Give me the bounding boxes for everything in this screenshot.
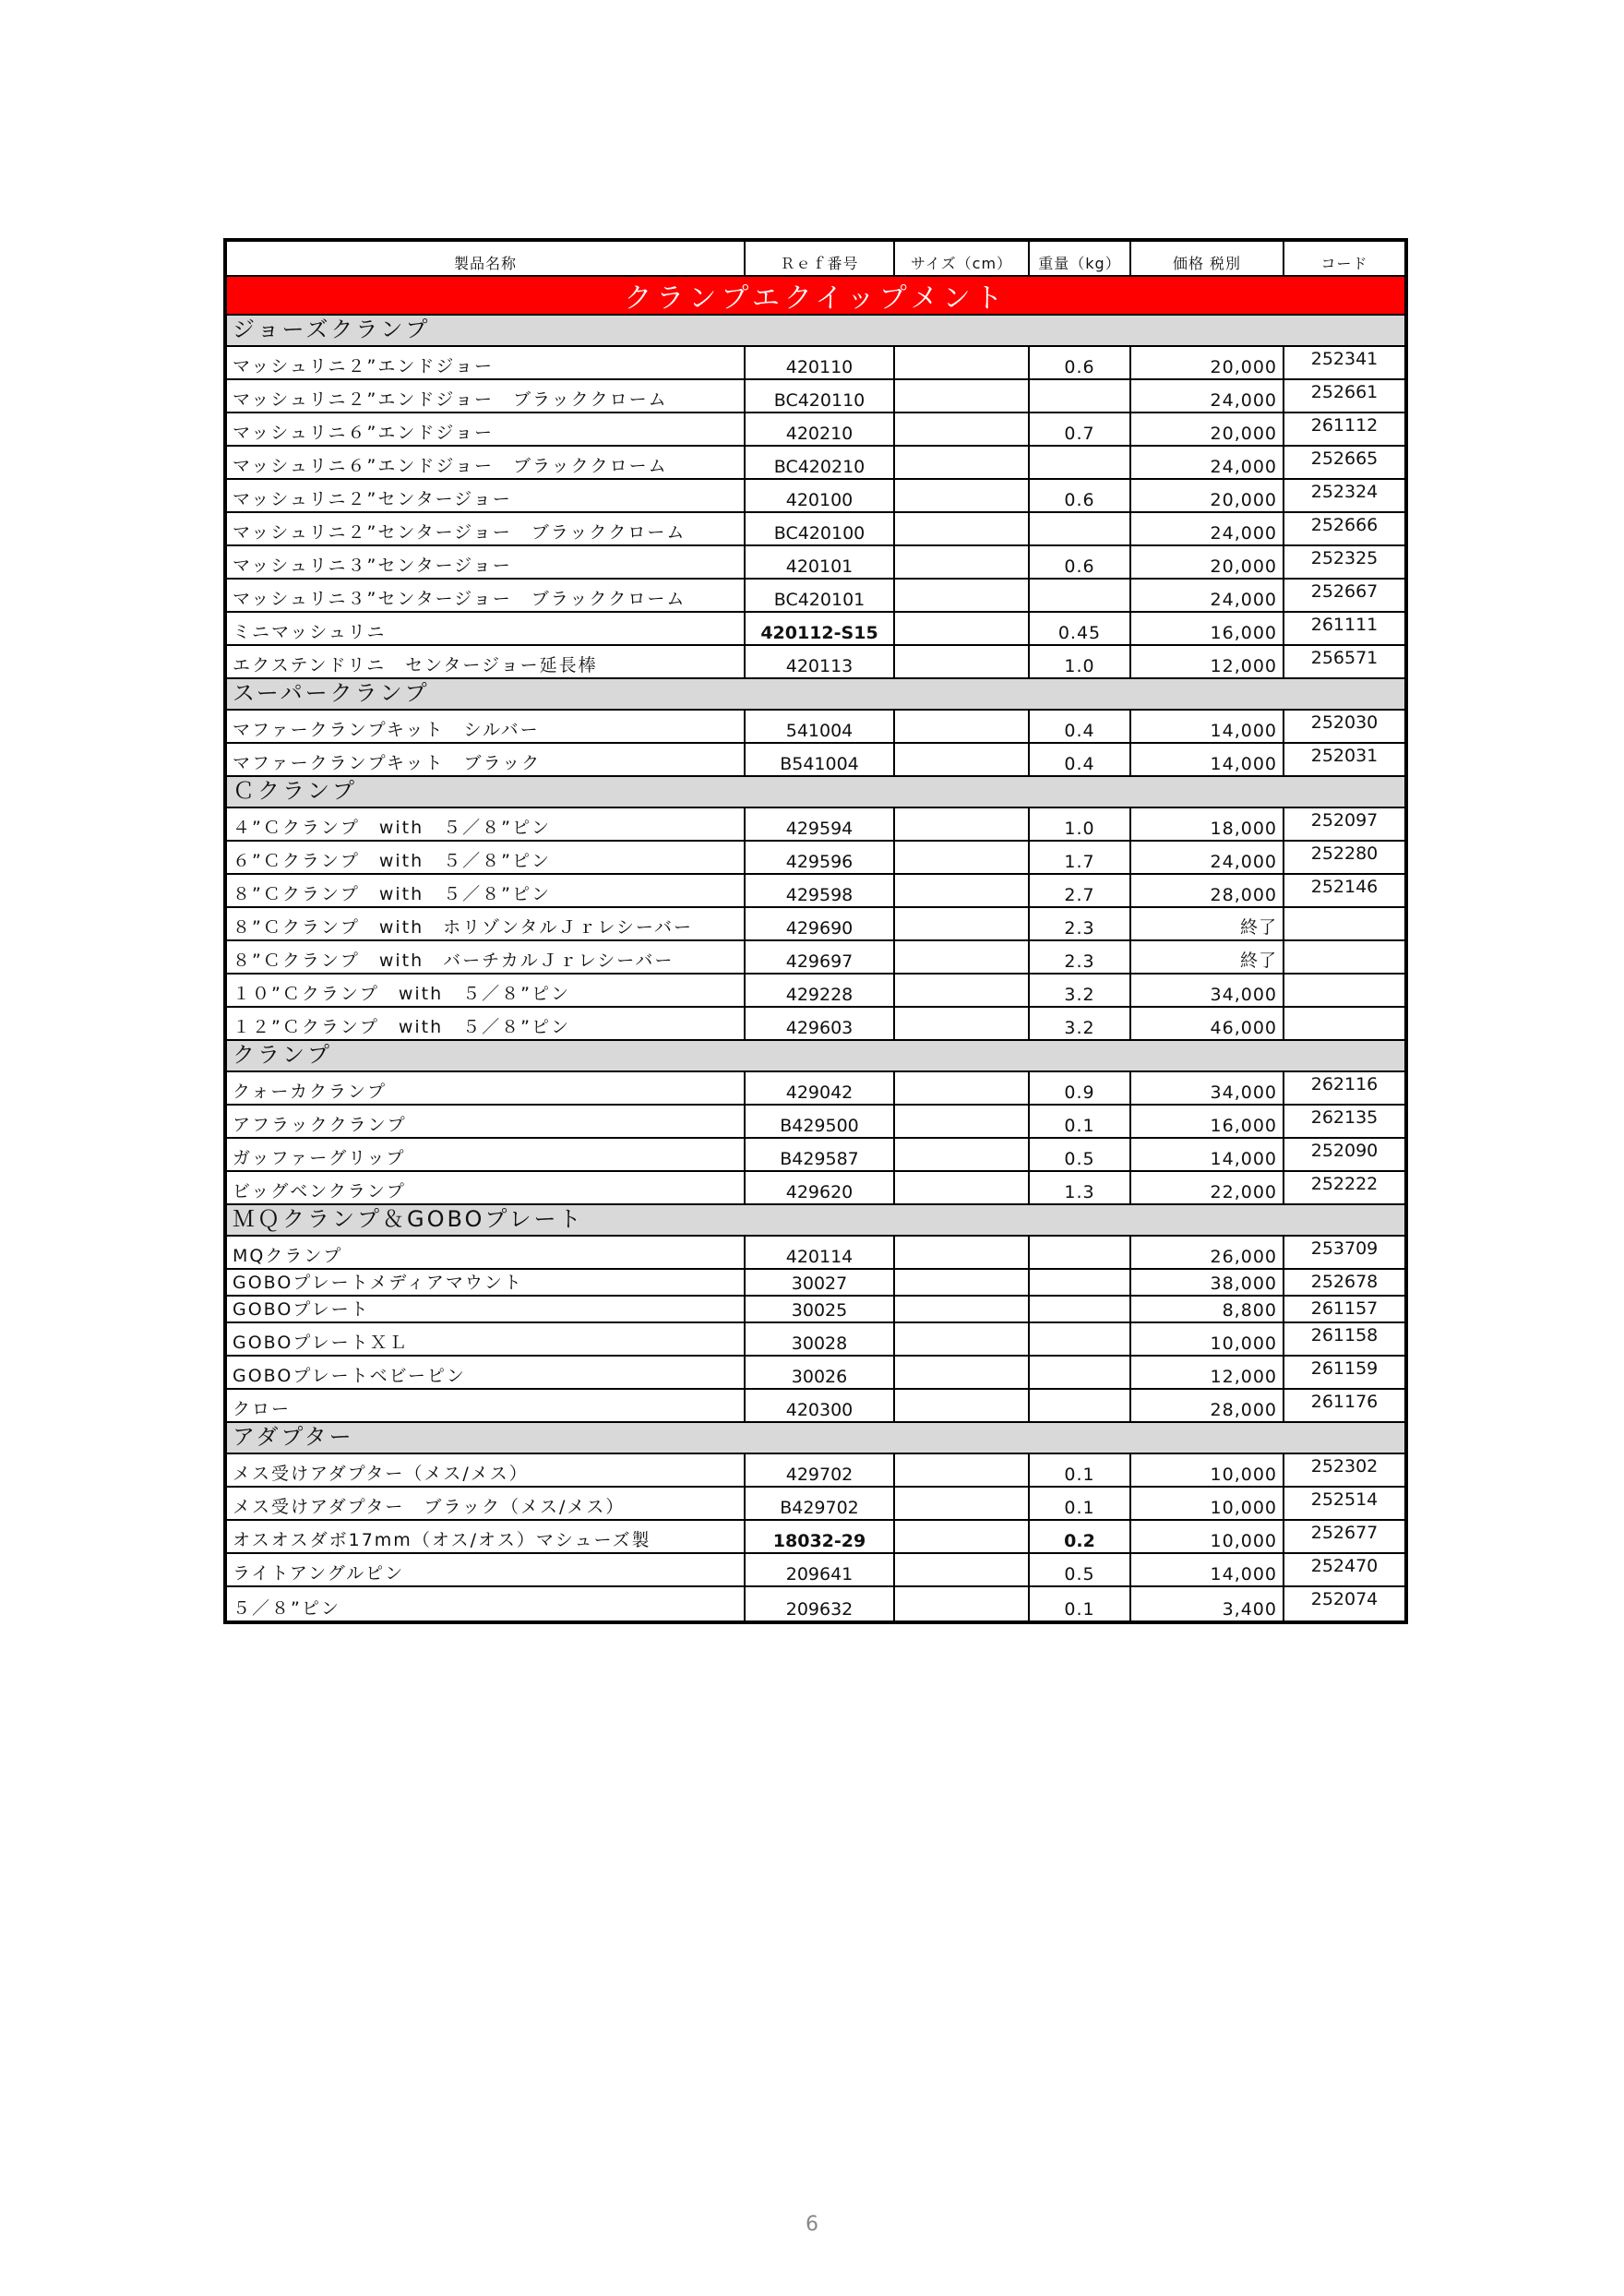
item-size [895,1554,1030,1585]
item-weight [1030,1237,1131,1268]
table-header-row [227,242,1404,277]
item-size [895,1008,1030,1039]
table-title: クランプエクイップメント [227,277,1404,316]
table-row [227,1106,1404,1139]
item-size [895,1521,1030,1552]
item-ref: 209641 [746,1554,895,1585]
item-code: 252666 [1310,515,1379,535]
table-row [227,1521,1404,1554]
item-size [895,1297,1030,1321]
table-row [227,513,1404,546]
table-row [227,875,1404,908]
item-weight: 2.3 [1030,941,1131,973]
item-size [895,413,1030,445]
item-code: 252665 [1310,448,1379,469]
item-code: 261159 [1310,1358,1379,1379]
item-name: ６”Ｃクランプ with ５／８”ピン [227,842,746,873]
item-code [1284,975,1404,1006]
item-weight [1030,1270,1131,1295]
item-price: 10,000 [1131,1454,1284,1486]
item-weight [1030,380,1131,412]
item-price: 20,000 [1131,546,1284,578]
item-price: 46,000 [1131,1008,1284,1039]
item-code [1284,1008,1404,1039]
table-row [227,1297,1404,1323]
item-ref: BC420100 [746,513,895,544]
item-size [895,1139,1030,1170]
item-ref: 541004 [746,711,895,742]
item-name: ビッグベンクランプ [227,1172,746,1203]
item-name: ８”Ｃクランプ with バーチカルＪｒレシーバー [227,941,746,973]
item-ref: 429596 [746,842,895,873]
item-weight [1030,513,1131,544]
table-row [227,1008,1404,1041]
item-weight: 0.9 [1030,1072,1131,1104]
item-size [895,546,1030,578]
item-name: マッシュリニ２”センタージョー ブラッククローム [227,513,746,544]
item-price: 10,000 [1131,1323,1284,1355]
item-weight [1030,580,1131,611]
item-name: マファークランプキット ブラック [227,744,746,775]
item-price: 14,000 [1131,1139,1284,1170]
item-ref: B429587 [746,1139,895,1170]
item-ref: 420100 [746,480,895,511]
item-size [895,875,1030,906]
item-ref: 420114 [746,1237,895,1268]
item-weight: 0.5 [1030,1554,1131,1585]
item-ref: B541004 [746,744,895,775]
item-code: 253709 [1310,1238,1379,1259]
item-name: １２”Ｃクランプ with ５／８”ピン [227,1008,746,1039]
item-size [895,808,1030,840]
item-price: 16,000 [1131,613,1284,644]
section-header: スーパークランプ [227,679,1404,711]
item-ref: 30028 [746,1323,895,1355]
item-price: 12,000 [1131,1357,1284,1388]
item-size [895,513,1030,544]
item-price: 終了 [1131,908,1284,939]
table-row [227,413,1404,447]
header-price: 価格 税別 [1131,242,1284,275]
item-name: マッシュリニ３”センタージョー ブラッククローム [227,580,746,611]
table-row [227,1357,1404,1390]
item-weight [1030,1357,1131,1388]
item-size [895,1454,1030,1486]
item-size [895,1172,1030,1203]
item-size [895,1488,1030,1519]
item-size [895,975,1030,1006]
item-price: 34,000 [1131,1072,1284,1104]
item-name: ガッファーグリップ [227,1139,746,1170]
page-number: 6 [806,2213,818,2236]
section-header: ＭＱクランプ＆GOBOプレート [227,1205,1404,1237]
table-row [227,1454,1404,1488]
item-name: マファークランプキット シルバー [227,711,746,742]
item-size [895,580,1030,611]
item-weight [1030,447,1131,478]
item-size [895,1072,1030,1104]
item-name: ４”Ｃクランプ with ５／８”ピン [227,808,746,840]
item-size [895,1270,1030,1295]
item-ref: 429620 [746,1172,895,1203]
item-name: メス受けアダプター ブラック（メス/メス） [227,1488,746,1519]
item-name: マッシュリニ６”エンドジョー ブラッククローム [227,447,746,478]
item-ref: 420300 [746,1390,895,1421]
item-weight: 1.0 [1030,646,1131,677]
item-weight: 0.6 [1030,480,1131,511]
item-price: 16,000 [1131,1106,1284,1137]
item-code: 261157 [1310,1298,1379,1319]
item-name: MQクランプ [227,1237,746,1268]
item-size [895,347,1030,378]
section-header: Ｃクランプ [227,777,1404,808]
item-price: 14,000 [1131,744,1284,775]
table-row [227,1587,1404,1620]
item-weight: 0.1 [1030,1587,1131,1620]
item-size [895,1587,1030,1620]
item-weight [1030,1323,1131,1355]
item-ref: BC420101 [746,580,895,611]
item-code: 261112 [1310,415,1379,436]
item-ref: 429594 [746,808,895,840]
table-row [227,447,1404,480]
item-price: 24,000 [1131,447,1284,478]
item-ref: 18032-29 [746,1521,895,1552]
item-code: 252031 [1310,746,1379,766]
item-price: 12,000 [1131,646,1284,677]
item-ref: 209632 [746,1587,895,1620]
item-size [895,646,1030,677]
item-weight: 0.1 [1030,1454,1131,1486]
item-name: マッシュリニ３”センタージョー [227,546,746,578]
item-size [895,908,1030,939]
header-weight: 重量（kg） [1030,242,1131,275]
item-size [895,1357,1030,1388]
item-ref: 30027 [746,1270,895,1295]
item-size [895,711,1030,742]
item-price: 26,000 [1131,1237,1284,1268]
item-weight: 0.2 [1030,1521,1131,1552]
item-name: GOBOプレート [227,1297,746,1321]
price-table [223,238,1408,1624]
item-ref: 429603 [746,1008,895,1039]
item-ref: 420110 [746,347,895,378]
item-ref: 420113 [746,646,895,677]
item-size [895,1106,1030,1137]
item-code: 256571 [1310,648,1379,668]
item-ref: 429042 [746,1072,895,1104]
item-weight: 2.3 [1030,908,1131,939]
item-code: 252302 [1310,1456,1379,1477]
item-weight: 0.4 [1030,744,1131,775]
item-weight: 1.7 [1030,842,1131,873]
item-name: メス受けアダプター（メス/メス） [227,1454,746,1486]
table-row [227,1554,1404,1587]
table-row [227,546,1404,580]
item-weight: 0.6 [1030,546,1131,578]
table-row [227,908,1404,941]
item-ref: BC420110 [746,380,895,412]
table-row [227,1323,1404,1357]
table-row [227,842,1404,875]
item-code: 252146 [1310,877,1379,897]
header-ref: Ｒｅｆ番号 [746,242,895,275]
table-row [227,613,1404,646]
item-code: 252514 [1310,1489,1379,1510]
item-code: 252325 [1310,548,1379,568]
item-code: 252678 [1310,1272,1379,1292]
table-row [227,347,1404,380]
item-code: 252097 [1310,810,1379,831]
item-code: 252324 [1310,482,1379,502]
item-weight: 0.5 [1030,1139,1131,1170]
item-size [895,480,1030,511]
item-name: マッシュリニ６”エンドジョー [227,413,746,445]
item-code: 252030 [1310,712,1379,733]
item-ref: B429500 [746,1106,895,1137]
item-name: ８”Ｃクランプ with ホリゾンタルＪｒレシーバー [227,908,746,939]
table-row [227,1072,1404,1106]
table-row [227,1488,1404,1521]
item-code: 252222 [1310,1174,1379,1194]
item-price: 10,000 [1131,1521,1284,1552]
item-weight [1030,1390,1131,1421]
item-code [1284,908,1404,939]
item-price: 14,000 [1131,711,1284,742]
item-name: GOBOプレートベビーピン [227,1357,746,1388]
table-row [227,480,1404,513]
header-size: サイズ（cm） [895,242,1030,275]
item-price: 28,000 [1131,875,1284,906]
item-weight: 0.1 [1030,1488,1131,1519]
table-row [227,711,1404,744]
item-price: 38,000 [1131,1270,1284,1295]
item-code: 252074 [1310,1589,1379,1609]
item-price: 20,000 [1131,413,1284,445]
item-price: 3,400 [1131,1587,1284,1620]
item-price: 24,000 [1131,580,1284,611]
item-name: オスオスダボ17mm（オス/オス）マシューズ製 [227,1521,746,1552]
item-price: 18,000 [1131,808,1284,840]
table-row [227,1270,1404,1297]
item-ref: 30025 [746,1297,895,1321]
table-row [227,1237,1404,1270]
item-ref: 429697 [746,941,895,973]
table-row [227,975,1404,1008]
item-price: 24,000 [1131,380,1284,412]
table-row [227,580,1404,613]
item-code [1284,941,1404,973]
item-price: 22,000 [1131,1172,1284,1203]
item-ref: 30026 [746,1357,895,1388]
item-size [895,613,1030,644]
item-size [895,941,1030,973]
item-price: 8,800 [1131,1297,1284,1321]
item-weight: 1.3 [1030,1172,1131,1203]
item-name: ライトアングルピン [227,1554,746,1585]
item-weight: 0.4 [1030,711,1131,742]
item-code: 261158 [1310,1325,1379,1345]
item-ref: 429702 [746,1454,895,1486]
item-code: 252090 [1310,1141,1379,1161]
item-weight: 0.45 [1030,613,1131,644]
table-row [227,941,1404,975]
item-name: マッシュリニ２”エンドジョー ブラッククローム [227,380,746,412]
item-code: 252470 [1310,1556,1379,1576]
item-name: アフラッククランプ [227,1106,746,1137]
header-name: 製品名称 [227,242,746,275]
item-weight: 1.0 [1030,808,1131,840]
item-size [895,1390,1030,1421]
section-header: クランプ [227,1041,1404,1072]
item-size [895,1237,1030,1268]
item-code: 261111 [1310,615,1379,635]
table-row [227,1390,1404,1423]
item-name: ミニマッシュリニ [227,613,746,644]
table-row [227,380,1404,413]
item-ref: B429702 [746,1488,895,1519]
item-name: １０”Ｃクランプ with ５／８”ピン [227,975,746,1006]
item-code: 252661 [1310,382,1379,402]
item-code: 252341 [1310,349,1379,369]
item-price: 終了 [1131,941,1284,973]
item-name: マッシュリニ２”エンドジョー [227,347,746,378]
item-code: 252677 [1310,1523,1379,1543]
item-weight: 0.1 [1030,1106,1131,1137]
header-code: コード [1320,255,1368,272]
item-name: エクステンドリニ センタージョー延長棒 [227,646,746,677]
item-name: マッシュリニ２”センタージョー [227,480,746,511]
item-size [895,842,1030,873]
item-weight: 0.7 [1030,413,1131,445]
item-code: 261176 [1310,1392,1379,1412]
item-weight: 3.2 [1030,1008,1131,1039]
item-price: 24,000 [1131,842,1284,873]
item-ref: 429598 [746,875,895,906]
item-weight [1030,1297,1131,1321]
item-size [895,744,1030,775]
item-ref: BC420210 [746,447,895,478]
item-name: クロー [227,1390,746,1421]
table-row [227,744,1404,777]
item-weight: 3.2 [1030,975,1131,1006]
item-price: 34,000 [1131,975,1284,1006]
table-row [227,808,1404,842]
item-ref: 429228 [746,975,895,1006]
item-price: 28,000 [1131,1390,1284,1421]
item-price: 20,000 [1131,347,1284,378]
item-code: 262116 [1310,1074,1379,1094]
item-ref: 420112-S15 [746,613,895,644]
item-price: 24,000 [1131,513,1284,544]
item-name: GOBOプレートＸＬ [227,1323,746,1355]
section-header: アダプター [227,1423,1404,1454]
item-name: クォーカクランプ [227,1072,746,1104]
item-code: 252280 [1310,843,1379,864]
item-size [895,1323,1030,1355]
item-ref: 420101 [746,546,895,578]
item-code: 262135 [1310,1107,1379,1128]
item-name: ５／８”ピン [227,1587,746,1620]
item-weight: 0.6 [1030,347,1131,378]
table-body [227,316,1404,1620]
item-weight: 2.7 [1030,875,1131,906]
item-ref: 429690 [746,908,895,939]
table-row [227,1139,1404,1172]
item-size [895,380,1030,412]
item-ref: 420210 [746,413,895,445]
item-code: 252667 [1310,581,1379,602]
item-price: 20,000 [1131,480,1284,511]
section-header: ジョーズクランプ [227,316,1404,347]
item-name: GOBOプレートメディアマウント [227,1270,746,1295]
item-price: 10,000 [1131,1488,1284,1519]
item-size [895,447,1030,478]
item-name: ８”Ｃクランプ with ５／８”ピン [227,875,746,906]
item-price: 14,000 [1131,1554,1284,1585]
